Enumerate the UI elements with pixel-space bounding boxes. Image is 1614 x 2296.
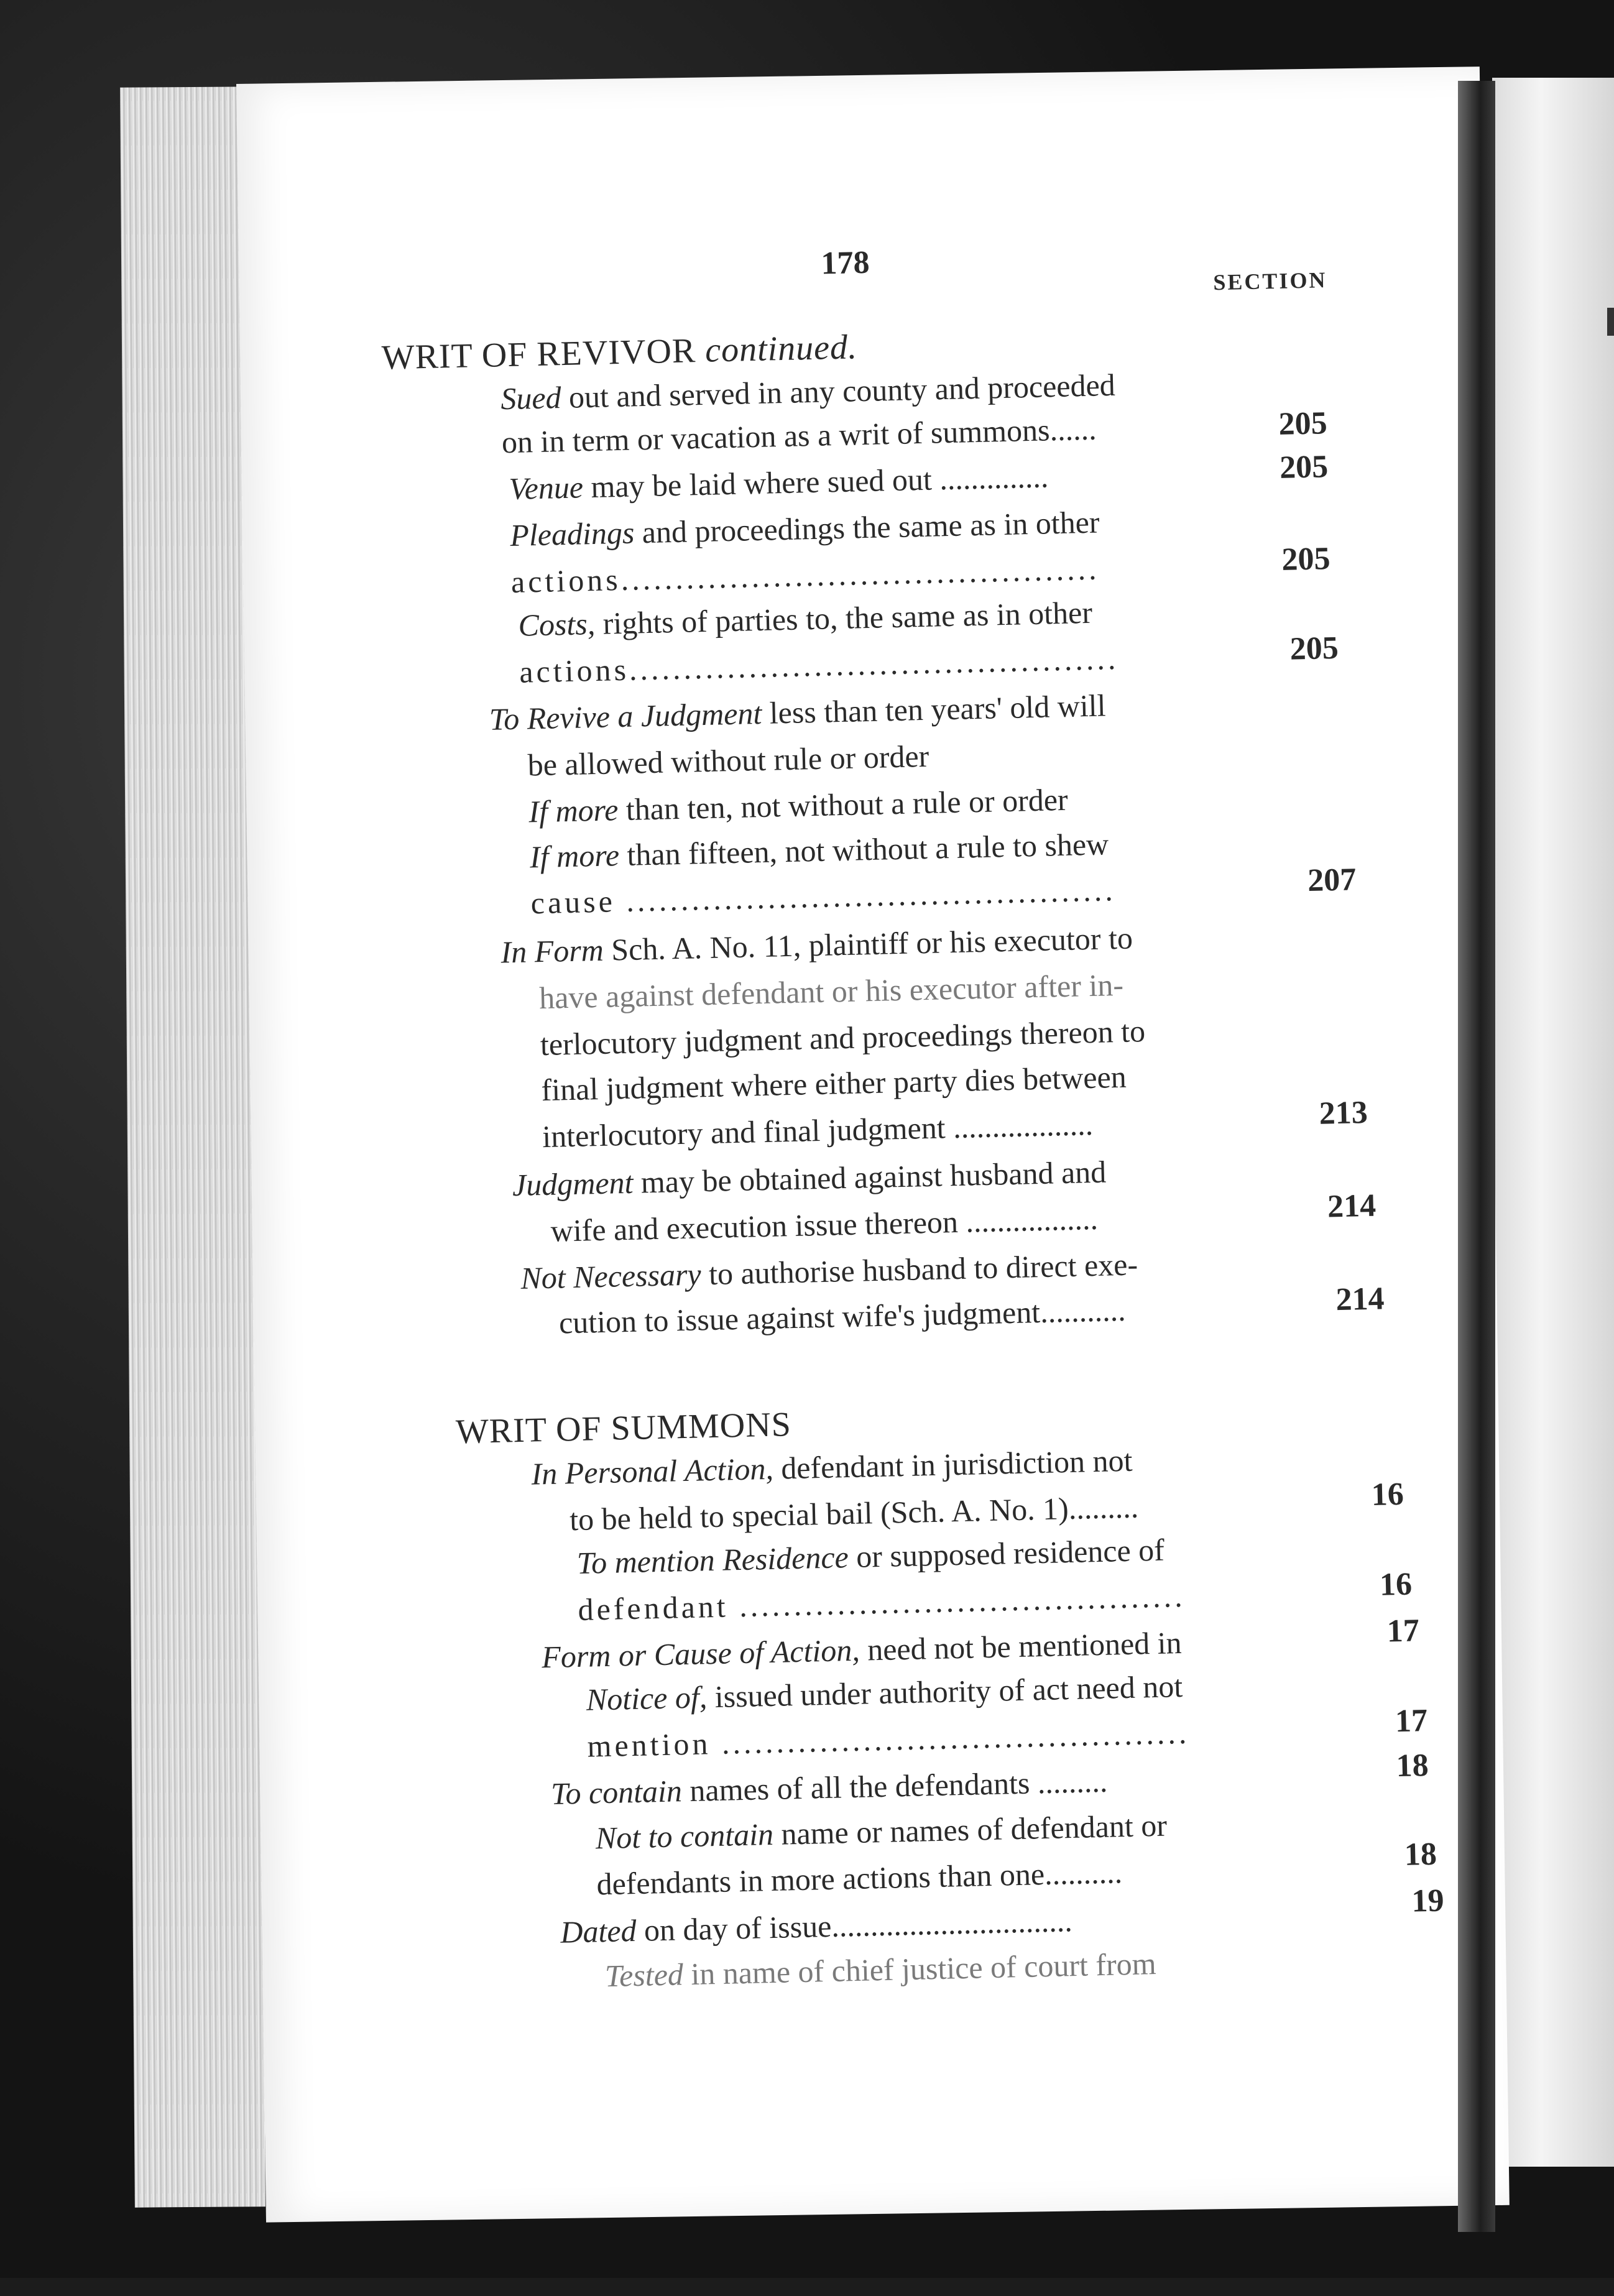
index-entry-line: Not Necessary to authorise husband to direct exe- <box>520 1247 1138 1296</box>
index-entry-line: actions............................................ <box>510 551 1100 599</box>
index-entry-line: defendants in more actions than one.......... <box>596 1855 1123 1902</box>
index-entry-line: to be held to special bail (Sch. A. No. 1)......... <box>569 1489 1139 1538</box>
index-entry-line: To contain names of all the defendants ......... <box>550 1763 1108 1812</box>
section-number: 17 <box>1386 1613 1420 1649</box>
section-number: 205 <box>1278 405 1328 442</box>
index-entry-line: In Form Sch. A. No. 11, plaintiff or his executor to <box>500 920 1133 970</box>
section-number: 16 <box>1371 1476 1404 1513</box>
index-entry-line: Sued out and served in any county and proceeded <box>500 367 1116 417</box>
index-entry-line: actions............................................. <box>519 640 1119 689</box>
heading-continued: continued. <box>704 328 858 370</box>
index-entry-line: Costs, rights of parties to, the same as in other <box>517 594 1093 643</box>
index-entry-line: terlocutory judgment and proceedings thereon to <box>540 1013 1146 1063</box>
index-entry-line: have against defendant or his executor after in- <box>538 967 1124 1016</box>
section-number: 205 <box>1281 541 1331 578</box>
section-number: 213 <box>1319 1094 1368 1132</box>
index-entry-line: cause ............................................. <box>530 872 1117 921</box>
section-number: 16 <box>1379 1566 1413 1603</box>
index-entry-line: interlocutory and final judgment .................. <box>542 1106 1094 1155</box>
section-number: 214 <box>1327 1187 1377 1225</box>
index-entry-line: Dated on day of issue............................... <box>560 1903 1073 1950</box>
index-entry-line: cution to issue against wife's judgment........... <box>558 1292 1127 1340</box>
section-number: 205 <box>1289 630 1339 667</box>
index-entry-line: Judgment may be obtained against husband and <box>512 1154 1107 1203</box>
page-number: 178 <box>820 244 870 282</box>
index-entry-line: If more than fifteen, not without a rule to shew <box>529 826 1109 875</box>
index-entry-line: Form or Cause of Action, need not be mentioned in <box>541 1625 1183 1675</box>
section-number: 207 <box>1307 862 1357 899</box>
section-number: 18 <box>1404 1836 1437 1873</box>
index-entry-line: Not to contain name or names of defendant or <box>595 1807 1168 1856</box>
index-entry-line: defendant ......................................... <box>577 1578 1186 1627</box>
index-entry-line: Venue may be laid where sued out .............. <box>508 459 1049 507</box>
writ-of-summons-heading: WRIT OF SUMMONS <box>455 1405 792 1452</box>
index-entry-line: In Personal Action, defendant in jurisdiction not <box>530 1442 1133 1491</box>
section-number: 17 <box>1395 1703 1428 1740</box>
index-entry-line: Tested in name of chief justice of court from <box>604 1946 1157 1994</box>
heading-text: WRIT OF REVIVOR <box>381 331 696 377</box>
index-entry-line: be allowed without rule or order <box>527 738 929 783</box>
index-entry-line: To Revive a Judgment less than ten years' old will <box>489 688 1107 737</box>
index-entry-line: wife and execution issue thereon ................. <box>550 1201 1099 1248</box>
writ-of-revivor-heading <box>381 328 858 376</box>
section-number: 214 <box>1335 1281 1385 1318</box>
section-number: 18 <box>1395 1748 1429 1784</box>
index-entry-line: final judgment where either party dies between <box>540 1059 1127 1108</box>
index-entry-line: Notice of, issued under authority of act need not <box>586 1668 1183 1717</box>
index-entry-line: Pleadings and proceedings the same as in other <box>509 504 1100 553</box>
section-column-label: SECTION <box>1212 267 1327 295</box>
index-entry-line: mention ........................................... <box>586 1715 1190 1764</box>
section-number: 205 <box>1279 449 1329 486</box>
index-entry-line: If more than ten, not without a rule or order <box>528 781 1069 829</box>
section-number: 19 <box>1411 1883 1445 1919</box>
index-entry-line: To mention Residence or supposed residence of <box>576 1532 1165 1580</box>
index-entry-line: on in term or vacation as a writ of summons...... <box>501 411 1097 460</box>
